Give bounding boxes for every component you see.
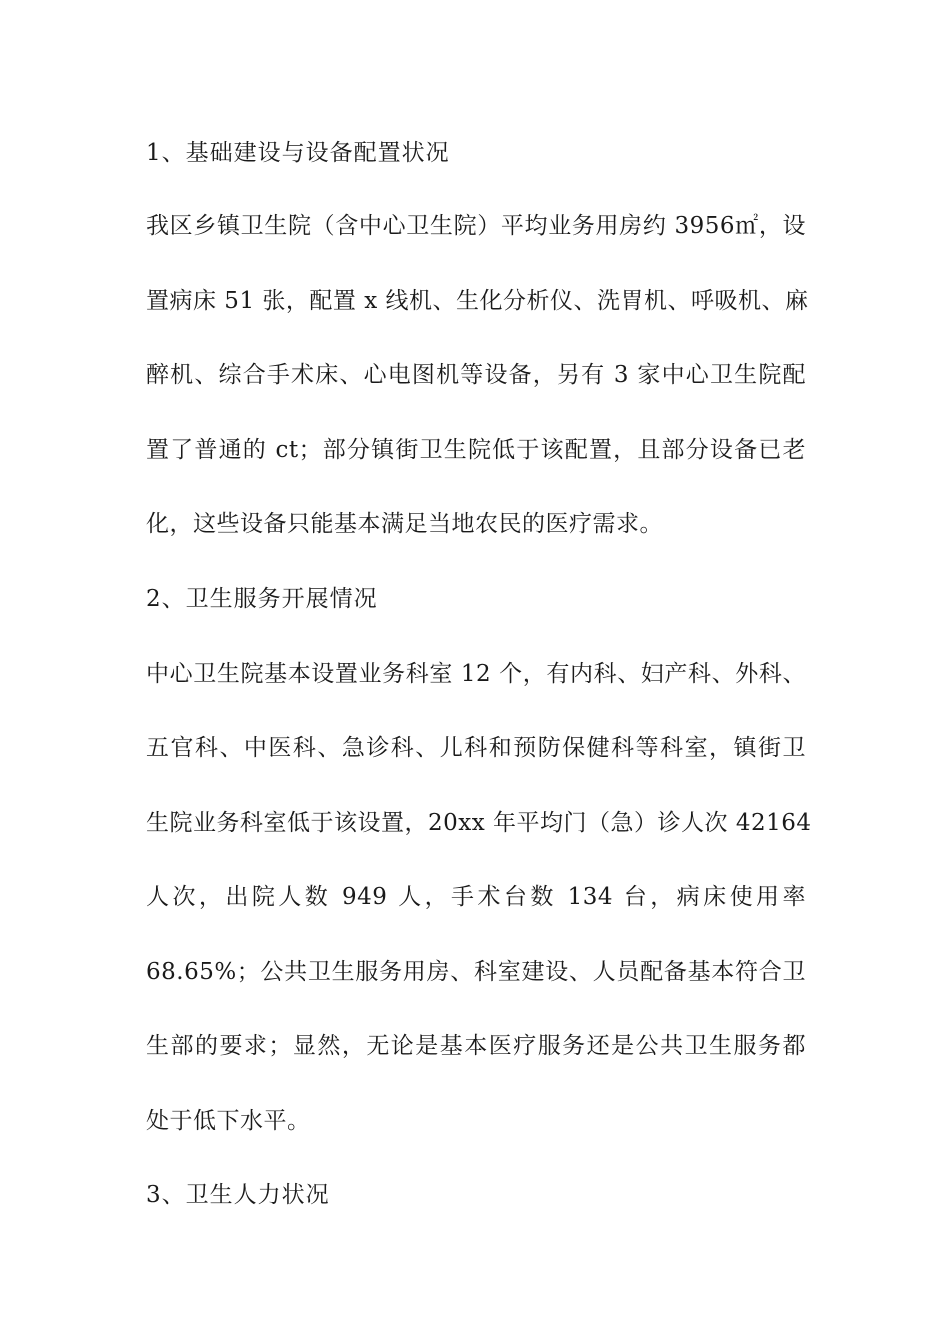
paragraph-line: 醉机、综合手术床、心电图机等设备，另有 3 家中心卫生院配 [146, 362, 806, 388]
paragraph-line: 置病床 51 张，配置 x 线机、生化分析仪、洗胃机、呼吸机、麻 [146, 288, 809, 314]
paragraph-line: 生院业务科室低于该设置，20xx 年平均门（急）诊人次 42164 [146, 810, 812, 836]
paragraph-line: 置了普通的 ct；部分镇街卫生院低于该配置，且部分设备已老 [146, 437, 806, 463]
paragraph-line: 五官科、中医科、急诊科、儿科和预防保健科等科室，镇街卫 [146, 735, 806, 761]
section-heading-3: 3、卫生人力状况 [146, 1182, 330, 1208]
section-heading-1: 1、基础建设与设备配置状况 [146, 140, 450, 166]
paragraph-line: 中心卫生院基本设置业务科室 12 个，有内科、妇产科、外科、 [146, 661, 806, 687]
paragraph-line: 68.65%；公共卫生服务用房、科室建设、人员配备基本符合卫 [146, 959, 806, 985]
paragraph-line: 人次，出院人数 949 人，手术台数 134 台，病床使用率 [146, 884, 806, 910]
paragraph-line: 我区乡镇卫生院（含中心卫生院）平均业务用房约 3956㎡，设 [146, 213, 806, 239]
paragraph-line: 生部的要求；显然，无论是基本医疗服务还是公共卫生服务都 [146, 1033, 806, 1059]
section-heading-2: 2、卫生服务开展情况 [146, 586, 378, 612]
paragraph-line: 处于低下水平。 [146, 1108, 311, 1134]
paragraph-line: 化，这些设备只能基本满足当地农民的医疗需求。 [146, 511, 663, 537]
